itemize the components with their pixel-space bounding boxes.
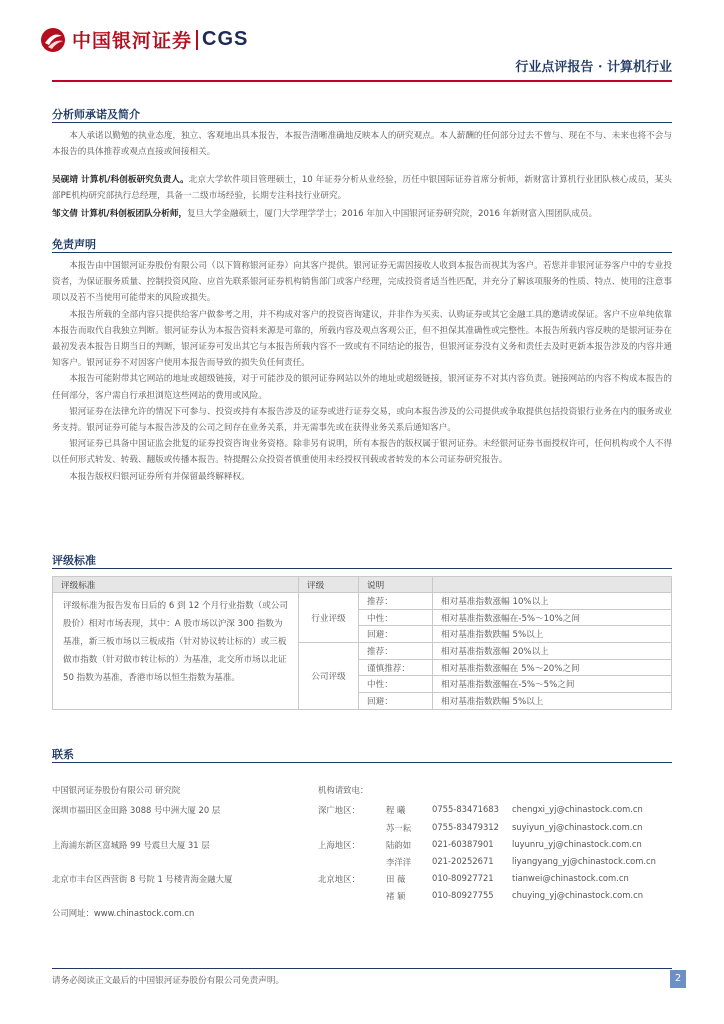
contact-email[interactable]: suyiyun_yj@chinastock.com.cn	[512, 822, 643, 832]
table-header-spacer	[433, 577, 672, 593]
region-label: 北京地区：	[318, 874, 360, 884]
rating-value: 谨慎推荐：	[359, 659, 433, 676]
rating-desc: 相对基准指数涨幅在 5%～20%之间	[433, 659, 672, 676]
contact-name: 李洋洋	[386, 857, 412, 867]
table-header: 说明	[359, 577, 433, 593]
contact-email[interactable]: chuying_yj@chinastock.com.cn	[512, 890, 644, 900]
address-beijing: 北京市丰台区西营街 8 号院 1 号楼青海金融大厦	[52, 874, 233, 884]
analyst-name-wu: 吴砚靖 计算机/科创板研究负责人。	[52, 175, 189, 185]
rating-value: 回避：	[359, 693, 433, 710]
contact-name: 程 曦	[386, 805, 406, 815]
contact-email[interactable]: chengxi_yj@chinastock.com.cn	[512, 804, 643, 814]
rating-value: 推荐：	[359, 643, 433, 660]
rating-value: 推荐：	[359, 593, 433, 610]
logo-text: 中国银河证券	[72, 30, 193, 52]
rating-desc: 相对基准指数涨幅在-5%～10%之间	[433, 609, 672, 626]
table-header: 评级	[299, 577, 359, 593]
disclaimer-body	[52, 258, 672, 485]
contact-name: 陆韵如	[386, 840, 412, 850]
analyst-bio-text: 复旦大学金融硕士，厦门大学理学学士；2016 年加入中国银河证券研究院，2016 年新财富入围团队成员。	[187, 209, 598, 219]
rating-value: 中性：	[359, 676, 433, 693]
rating-value: 中性：	[359, 609, 433, 626]
disclaimer-paragraph: 银河证券在法律允许的情况下可参与、投资或持有本报告涉及的证券或进行证券交易，或向本报告涉及的公司提供或争取提供包括投资银行业务在内的服务或业务支持。银河证券可能与本报告涉及的公司之间存在业务关系，并无需事先或在获得业务关系后通知客户。	[52, 406, 672, 434]
logo-mark-icon	[40, 27, 66, 53]
header-divider	[52, 80, 672, 82]
analyst-name-zou: 邹文倩 计算机/科创板团队分析师，	[52, 209, 188, 219]
rating-value: 回避：	[359, 626, 433, 643]
analyst-bio-text: 北京大学软件项目管理硕士，10 年证券分析从业经验，历任中银国际证券首席分析师，新财富计算机行业团队核心成员，某头部PE机构研究部执行总经理，具备一二级市场经验，长期专注科技行业研究。	[52, 175, 673, 202]
analyst-commitment: 本人承诺以勤勉的执业态度，独立、客观地出具本报告，本报告清晰准确地反映本人的研究观点。本人薪酬的任何部分过去不曾与、现在不与、未来也将不会与本报告的具体推荐或观点直接或间接相关。	[52, 131, 672, 158]
section-divider	[52, 568, 672, 569]
analyst-bio-zou	[52, 206, 672, 222]
contact-phone: 010-80927721	[432, 873, 494, 883]
table-header-row	[53, 577, 672, 593]
address-shenzhen: 深圳市福田区金田路 3088 号中洲大厦 20 层	[52, 805, 221, 815]
company-name: 中国银河证券股份有限公司 研究院	[52, 785, 181, 795]
region-label: 深广地区：	[318, 805, 360, 815]
analyst-bio-wu	[52, 172, 672, 204]
rating-desc: 相对基准指数跌幅 5%以上	[433, 693, 672, 710]
logo-divider	[196, 30, 198, 50]
rating-table	[52, 576, 672, 710]
contact-phone: 0755-83479312	[432, 822, 499, 832]
rating-description: 评级标准为报告发布日后的 6 到 12 个月行业指数（或公司股价）相对市场表现，其中：A 股市场以沪深 300 指数为基准，新三板市场以三板成指（针对协议转让标的）或三板做市指数（针对做市转让标的）为基准，北交所市场以北证 50 指数为基准，香港市场以恒生指数为基准。	[53, 593, 299, 710]
footer-divider	[52, 968, 672, 969]
company-website[interactable]: 公司网址：www.chinastock.com.cn	[52, 908, 195, 918]
contact-phone: 010-80927755	[432, 890, 494, 900]
rating-section-title: 评级标准	[52, 554, 96, 567]
table-header: 评级标准	[53, 577, 299, 593]
company-rating-label: 公司评级	[299, 643, 359, 710]
disclaimer-paragraph: 本报告版权归银河证券所有并保留最终解释权。	[69, 471, 250, 482]
logo-en: CGS	[202, 28, 249, 50]
rating-desc: 相对基准指数涨幅在-5%～5%之间	[433, 676, 672, 693]
disclaimer-paragraph: 本报告可能附带其它网站的地址或超级链接，对于可能涉及的银河证券网站以外的地址或超级链接，银河证券不对其内容负责。链接网站的内容不构成本报告的任何部分，客户需自行承担浏览这些网站的费用或风险。	[52, 374, 672, 401]
disclaimer-paragraph: 本报告所载的全部内容只提供给客户做参考之用，并不构成对客户的投资咨询建议，并非作为买卖、认购证券或其它金融工具的邀请或保证。客户不应单纯依靠本报告而取代自我独立判断。银河证券认为本报告资料来源是可靠的，所载内容及观点客观公正，但不担保其准确性或完整性。本报告所载内容反映的是银河证券在最初发表本报告日期当日的判断，银河证券可发出其它与本报告所载内容不一致或有不同结论的报告，但银河证券没有义务和责任去及时更新本报告涉及的内容并通知客户。银河证券不对因客户使用本报告而导致的损失负任何责任。	[52, 309, 672, 369]
report-type: 行业点评报告 · 计算机行业	[515, 60, 672, 75]
contact-email[interactable]: tianwei@chinastock.com.cn	[512, 873, 629, 883]
section-divider	[52, 762, 672, 763]
contact-name: 田 薇	[386, 874, 406, 884]
contact-email[interactable]: liyangyang_yj@chinastock.com.cn	[512, 856, 656, 866]
contact-section-title: 联系	[52, 748, 74, 761]
contact-phone: 021-60387901	[432, 839, 494, 849]
page-number: 2	[670, 970, 686, 988]
disclaimer-paragraph: 银河证券已具备中国证监会批复的证券投资咨询业务资格。除非另有说明，所有本报告的版权属于银河证券。未经银河证券书面授权许可，任何机构或个人不得以任何形式转发、转载、翻版或传播本报告。特提醒公众投资者慎重使用未经授权刊载或者转发的本公司证券研究报告。	[52, 439, 672, 466]
industry-rating-label: 行业评级	[299, 593, 359, 643]
section-divider	[52, 252, 672, 253]
table-row	[53, 593, 672, 610]
disclaimer-section-title: 免责声明	[52, 238, 96, 251]
analyst-section-title: 分析师承诺及简介	[52, 108, 140, 121]
rating-desc: 相对基准指数涨幅 20%以上	[433, 643, 672, 660]
contact-email[interactable]: luyunru_yj@chinastock.com.cn	[512, 839, 642, 849]
region-label: 上海地区：	[318, 840, 360, 850]
contact-name: 褚 颖	[386, 891, 406, 901]
footer-disclaimer: 请务必阅读正文最后的中国银河证券股份有限公司免责声明。	[52, 976, 285, 986]
rating-desc: 相对基准指数跌幅 5%以上	[433, 626, 672, 643]
contact-phone: 0755-83471683	[432, 804, 499, 814]
company-logo	[40, 26, 248, 53]
sales-heading: 机构请致电：	[318, 785, 369, 795]
section-divider	[52, 122, 672, 123]
contact-phone: 021-20252671	[432, 856, 494, 866]
address-shanghai: 上海浦东新区富城路 99 号震旦大厦 31 层	[52, 840, 210, 850]
rating-desc: 相对基准指数涨幅 10%以上	[433, 593, 672, 610]
disclaimer-paragraph: 本报告由中国银河证券股份有限公司（以下简称银河证券）向其客户提供。银河证券无需因接收人收到本报告而视其为客户。若您并非银河证券客户中的专业投资者，为保证服务质量、控制投资风险、应首先联系银河证券机构销售部门或客户经理，完成投资者适当性匹配，并充分了解该项服务的性质、特点、使用的注意事项以及若不当使用可能带来的风险或损失。	[52, 261, 672, 304]
contact-name: 苏一耘	[386, 823, 412, 833]
